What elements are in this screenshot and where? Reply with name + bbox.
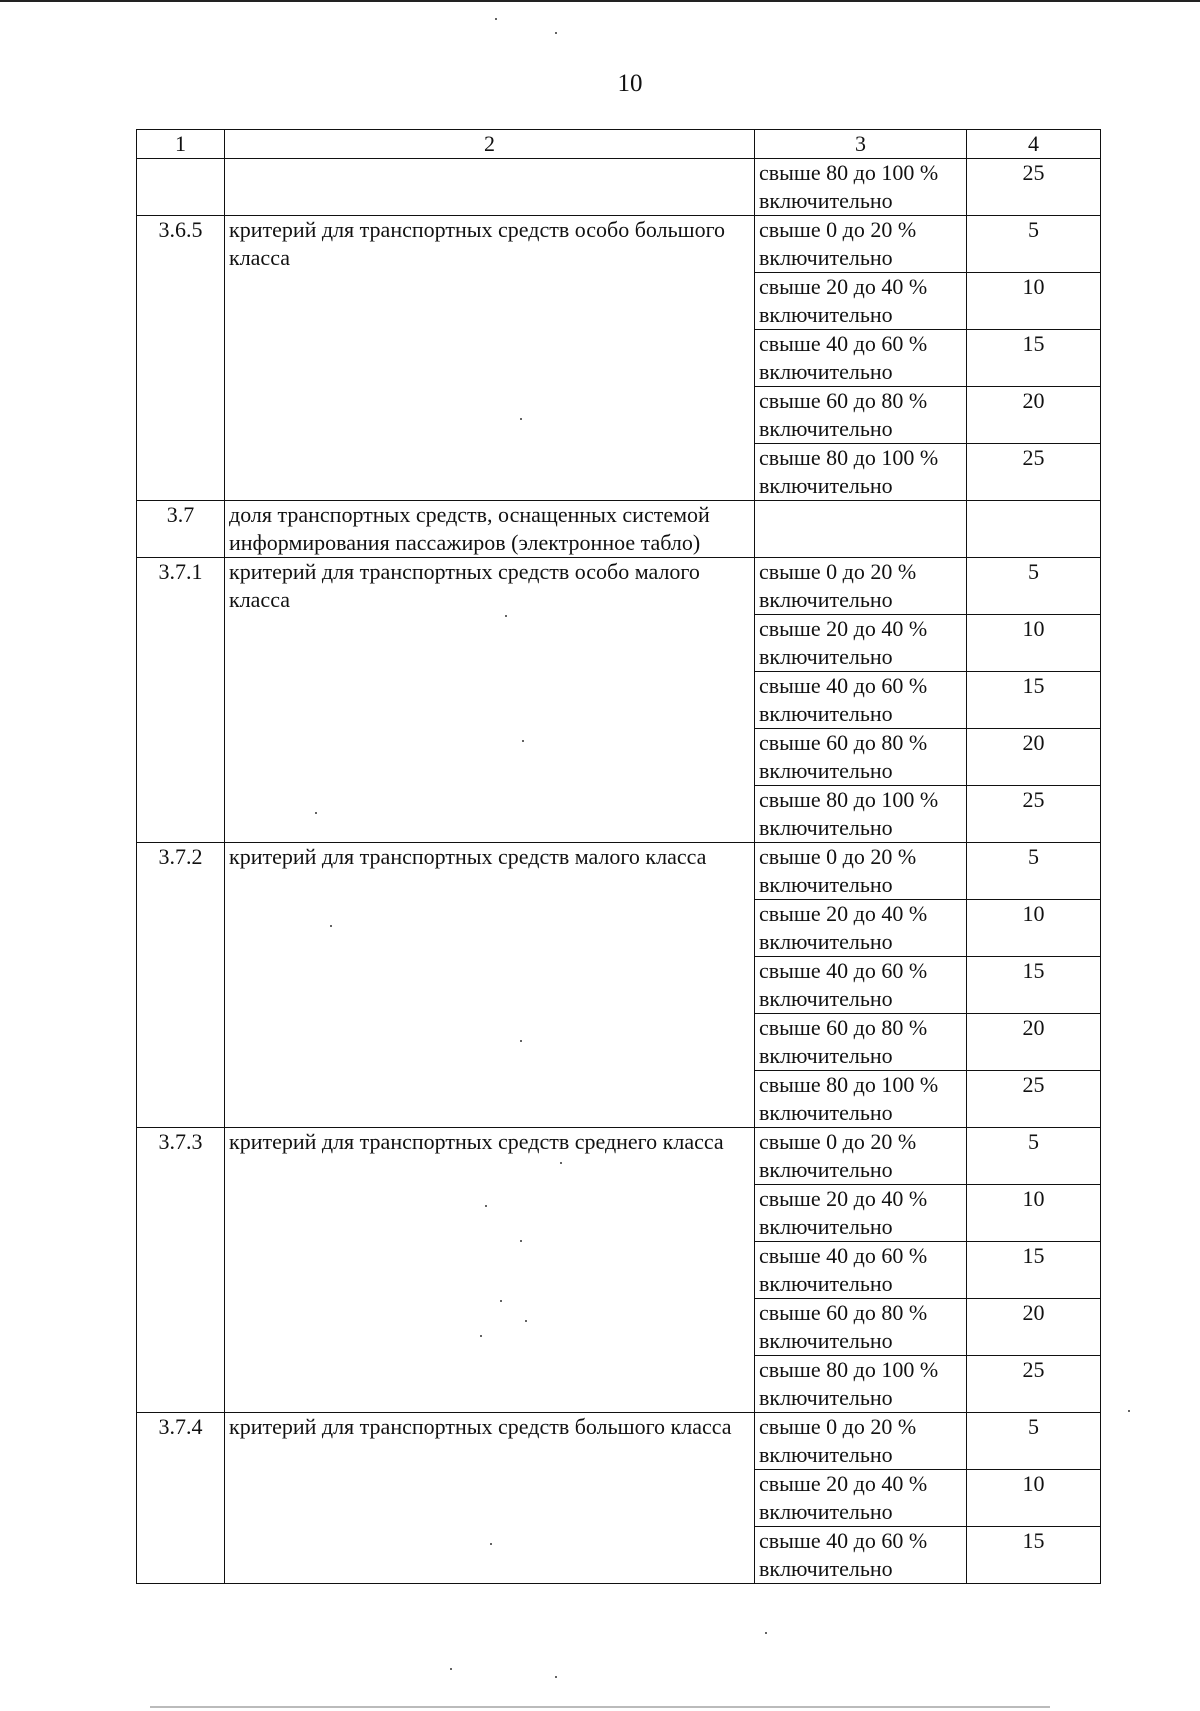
scan-speck (480, 1335, 482, 1337)
score-cell: 25 (967, 1071, 1101, 1128)
criterion-description-cell (225, 159, 755, 216)
scan-speck (495, 18, 497, 20)
scan-speck (500, 1300, 502, 1302)
table-header-row (137, 130, 1101, 159)
column-header: 3 (755, 130, 967, 159)
range-cell: свыше 60 до 80 % включительно (755, 1014, 967, 1071)
scan-speck (485, 1205, 487, 1207)
item-number-cell (137, 159, 225, 216)
range-cell: свыше 0 до 20 % включительно (755, 843, 967, 900)
scan-speck (520, 1040, 522, 1042)
score-cell: 15 (967, 957, 1101, 1014)
criterion-description-cell: доля транспортных средств, оснащенных системой информирования пассажиров (электронное табло) (225, 501, 755, 558)
score-cell: 5 (967, 1413, 1101, 1470)
column-header: 2 (225, 130, 755, 159)
scan-bottom-edge (150, 1706, 1050, 1708)
scan-speck (555, 1676, 557, 1678)
table-row (137, 159, 1101, 216)
score-cell: 25 (967, 786, 1101, 843)
score-cell: 25 (967, 159, 1101, 216)
scan-speck (330, 925, 332, 927)
scan-speck (520, 1240, 522, 1242)
score-cell: 20 (967, 387, 1101, 444)
range-cell: свыше 0 до 20 % включительно (755, 1413, 967, 1470)
scan-speck (555, 32, 557, 34)
table-row (137, 1128, 1101, 1185)
range-cell: свыше 20 до 40 % включительно (755, 1185, 967, 1242)
table-row (137, 558, 1101, 615)
range-cell: свыше 40 до 60 % включительно (755, 957, 967, 1014)
item-number-cell: 3.7.3 (137, 1128, 225, 1413)
range-cell: свыше 80 до 100 % включительно (755, 444, 967, 501)
score-cell: 5 (967, 558, 1101, 615)
criteria-table (136, 129, 1101, 1584)
table-row (137, 501, 1101, 558)
range-cell: свыше 80 до 100 % включительно (755, 786, 967, 843)
range-cell: свыше 0 до 20 % включительно (755, 558, 967, 615)
score-cell: 15 (967, 1242, 1101, 1299)
range-cell: свыше 40 до 60 % включительно (755, 330, 967, 387)
score-cell: 15 (967, 330, 1101, 387)
scan-speck (505, 615, 507, 617)
score-cell (967, 501, 1101, 558)
page-number: 10 (617, 70, 643, 97)
range-cell: свыше 0 до 20 % включительно (755, 1128, 967, 1185)
item-number-cell: 3.7 (137, 501, 225, 558)
score-cell: 15 (967, 672, 1101, 729)
score-cell: 15 (967, 1527, 1101, 1584)
range-cell: свыше 80 до 100 % включительно (755, 1071, 967, 1128)
score-cell: 10 (967, 615, 1101, 672)
column-header: 1 (137, 130, 225, 159)
item-number-cell: 3.7.2 (137, 843, 225, 1128)
score-cell: 10 (967, 273, 1101, 330)
score-cell: 5 (967, 843, 1101, 900)
criterion-description-cell: критерий для транспортных средств среднего класса (225, 1128, 755, 1413)
score-cell: 25 (967, 1356, 1101, 1413)
range-cell: свыше 20 до 40 % включительно (755, 1470, 967, 1527)
table-row (137, 1413, 1101, 1470)
score-cell: 20 (967, 729, 1101, 786)
table-row (137, 216, 1101, 273)
range-cell: свыше 60 до 80 % включительно (755, 387, 967, 444)
range-cell: свыше 60 до 80 % включительно (755, 1299, 967, 1356)
scan-speck (525, 1320, 527, 1322)
criterion-description-cell: критерий для транспортных средств малого класса (225, 843, 755, 1128)
range-cell: свыше 60 до 80 % включительно (755, 729, 967, 786)
score-cell: 10 (967, 900, 1101, 957)
score-cell: 25 (967, 444, 1101, 501)
score-cell: 5 (967, 1128, 1101, 1185)
range-cell: свыше 80 до 100 % включительно (755, 1356, 967, 1413)
score-cell: 10 (967, 1470, 1101, 1527)
range-cell: свыше 40 до 60 % включительно (755, 1242, 967, 1299)
score-cell: 20 (967, 1299, 1101, 1356)
column-header: 4 (967, 130, 1101, 159)
scan-speck (560, 1162, 562, 1164)
scan-top-edge (0, 0, 1200, 2)
scan-speck (315, 812, 317, 814)
scan-speck (450, 1668, 452, 1670)
item-number-cell: 3.7.1 (137, 558, 225, 843)
score-cell: 10 (967, 1185, 1101, 1242)
score-cell: 20 (967, 1014, 1101, 1071)
range-cell: свыше 40 до 60 % включительно (755, 1527, 967, 1584)
range-cell: свыше 20 до 40 % включительно (755, 273, 967, 330)
range-cell: свыше 80 до 100 % включительно (755, 159, 967, 216)
item-number-cell: 3.7.4 (137, 1413, 225, 1584)
scan-speck (1128, 1410, 1130, 1412)
criterion-description-cell: критерий для транспортных средств большого класса (225, 1413, 755, 1584)
range-cell: свыше 20 до 40 % включительно (755, 900, 967, 957)
scan-speck (522, 740, 524, 742)
criterion-description-cell: критерий для транспортных средств особо малого класса (225, 558, 755, 843)
range-cell: свыше 40 до 60 % включительно (755, 672, 967, 729)
scan-speck (520, 418, 522, 420)
table-row (137, 843, 1101, 900)
item-number-cell: 3.6.5 (137, 216, 225, 501)
range-cell (755, 501, 967, 558)
criterion-description-cell: критерий для транспортных средств особо большого класса (225, 216, 755, 501)
range-cell: свыше 0 до 20 % включительно (755, 216, 967, 273)
scan-speck (490, 1543, 492, 1545)
scan-speck (765, 1632, 767, 1634)
range-cell: свыше 20 до 40 % включительно (755, 615, 967, 672)
score-cell: 5 (967, 216, 1101, 273)
